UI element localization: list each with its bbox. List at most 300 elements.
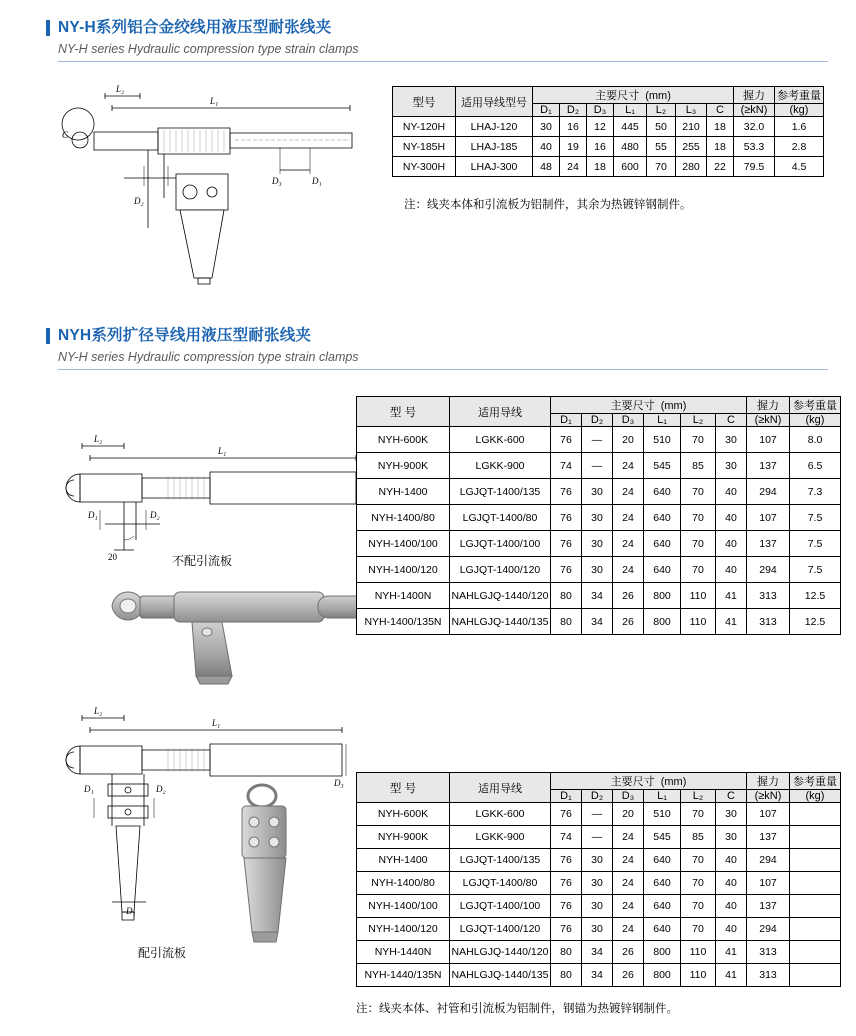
th-main-dims-unit: (mm)	[660, 776, 687, 788]
cell-wire: LGJQT-1400/80	[450, 505, 551, 531]
cell-d1: 80	[551, 941, 582, 964]
th-weight-unit: (kg)	[790, 790, 841, 803]
cell-grip: 313	[747, 941, 790, 964]
svg-text:D₁: D₁	[312, 176, 322, 186]
th-main-dims	[551, 773, 747, 790]
cell-d2: 30	[582, 505, 613, 531]
cell-d1: 76	[551, 918, 582, 941]
cell-grip: 137	[747, 453, 790, 479]
th-main-dims	[533, 87, 734, 104]
cell-weight: 1.6	[775, 117, 824, 137]
cell-model: NYH-900K	[357, 453, 450, 479]
svg-text:D₃: D₃	[272, 176, 282, 186]
table-row	[357, 826, 841, 849]
cell-d2: 30	[582, 895, 613, 918]
cell-c: 40	[716, 872, 747, 895]
cell-model: NYH-1400/120	[357, 557, 450, 583]
table-nyh-no-plate	[356, 396, 841, 635]
svg-text:C: C	[62, 130, 69, 140]
cell-l1: 545	[644, 826, 681, 849]
cell-model: NYH-1440N	[357, 941, 450, 964]
accent-bar	[46, 328, 50, 344]
cell-weight	[790, 918, 841, 941]
cell-l1: 800	[644, 941, 681, 964]
cell-d2: 30	[582, 849, 613, 872]
cell-d2: 24	[560, 157, 587, 177]
th-main-dims-label: 主要尺寸	[595, 90, 640, 102]
table-row	[393, 117, 824, 137]
cell-model: NYH-600K	[357, 427, 450, 453]
note-table1: 注：线夹本体和引流板为铝制件，其余为热镀锌钢制件。	[404, 199, 692, 211]
cell-d3: 26	[613, 941, 644, 964]
table-row	[357, 918, 841, 941]
cell-d1: 76	[551, 849, 582, 872]
cell-weight: 4.5	[775, 157, 824, 177]
th-weight: 参考重量	[790, 397, 841, 414]
cell-l2: 70	[681, 427, 716, 453]
th-d2: D₂	[582, 790, 613, 803]
cell-l2: 110	[681, 609, 716, 635]
table-row	[393, 157, 824, 177]
cell-l2: 70	[681, 505, 716, 531]
cell-model: NYH-1400	[357, 479, 450, 505]
cell-l1: 800	[644, 609, 681, 635]
cell-model: NYH-1440/135N	[357, 964, 450, 987]
cell-l2: 110	[681, 964, 716, 987]
cell-model: NY-185H	[393, 137, 456, 157]
cell-weight	[790, 895, 841, 918]
cell-wire: LGJQT-1400/120	[450, 918, 551, 941]
cell-l1: 545	[644, 453, 681, 479]
cell-c: 40	[716, 531, 747, 557]
cell-d2: 30	[582, 557, 613, 583]
cell-grip: 107	[747, 505, 790, 531]
cell-wire: LGKK-600	[450, 803, 551, 826]
cell-d2: 19	[560, 137, 587, 157]
svg-text:L₁: L₁	[210, 96, 219, 106]
table-row	[357, 895, 841, 918]
cell-d1: 80	[551, 609, 582, 635]
th-d1: D₁	[551, 790, 582, 803]
cell-d1: 74	[551, 826, 582, 849]
th-d2: D₂	[582, 414, 613, 427]
table-row	[357, 609, 841, 635]
cell-c: 18	[707, 117, 734, 137]
svg-text:D₃: D₃	[334, 778, 344, 788]
th-weight: 参考重量	[790, 773, 841, 790]
cell-wire: LGJQT-1400/80	[450, 872, 551, 895]
cell-model: NYH-600K	[357, 803, 450, 826]
cell-weight: 12.5	[790, 583, 841, 609]
cell-d2: 34	[582, 583, 613, 609]
cell-wire: LGKK-900	[450, 826, 551, 849]
th-wire: 适用导线型号	[456, 87, 533, 117]
cell-l1: 640	[644, 557, 681, 583]
cell-d3: 26	[613, 964, 644, 987]
cell-l2: 70	[681, 479, 716, 505]
cell-grip: 137	[747, 531, 790, 557]
cell-d1: 30	[533, 117, 560, 137]
cell-d3: 12	[587, 117, 614, 137]
caption-no-plate: 不配引流板	[172, 554, 233, 568]
cell-wire: NAHLGJQ-1440/135	[450, 964, 551, 987]
cell-wire: NAHLGJQ-1440/120	[450, 941, 551, 964]
cell-weight: 7.5	[790, 531, 841, 557]
cell-d1: 80	[551, 583, 582, 609]
cell-l2: 70	[681, 557, 716, 583]
svg-text:L₁: L₁	[212, 718, 221, 728]
cell-c: 40	[716, 849, 747, 872]
table-row	[357, 505, 841, 531]
cell-l2: 70	[681, 872, 716, 895]
cell-weight: 6.5	[790, 453, 841, 479]
cell-wire: LGJQT-1400/100	[450, 895, 551, 918]
photo-nyh-with-plate	[216, 782, 346, 952]
cell-d2: —	[582, 803, 613, 826]
cell-wire: LGJQT-1400/100	[450, 531, 551, 557]
cell-model: NY-120H	[393, 117, 456, 137]
cell-wire: LGKK-900	[450, 453, 551, 479]
table-body	[357, 803, 841, 987]
photo-nyh-clamp	[100, 580, 390, 690]
cell-model: NY-300H	[393, 157, 456, 177]
th-weight-unit: (kg)	[790, 414, 841, 427]
section-header-2	[58, 326, 828, 370]
cell-wire: LGJQT-1400/135	[450, 479, 551, 505]
svg-text:L₂: L₂	[94, 706, 103, 716]
cell-d3: 24	[613, 918, 644, 941]
cell-d1: 76	[551, 557, 582, 583]
table-header-row	[393, 87, 824, 104]
cell-d2: 30	[582, 872, 613, 895]
divider	[58, 369, 828, 370]
cell-d1: 80	[551, 964, 582, 987]
cell-c: 30	[716, 453, 747, 479]
table-nyh-with-plate	[356, 772, 841, 987]
cell-grip: 294	[747, 849, 790, 872]
table-row	[357, 964, 841, 987]
svg-text:D₂: D₂	[134, 196, 144, 206]
cell-grip: 313	[747, 583, 790, 609]
cell-d2: 34	[582, 609, 613, 635]
cell-l1: 480	[614, 137, 647, 157]
th-main-dims-label: 主要尺寸	[610, 400, 655, 412]
cell-l1: 800	[644, 964, 681, 987]
cell-l1: 640	[644, 531, 681, 557]
cell-l2: 70	[681, 895, 716, 918]
cell-l2: 110	[681, 583, 716, 609]
table-row	[357, 872, 841, 895]
cell-d3: 24	[613, 849, 644, 872]
cell-wire: NAHLGJQ-1440/135	[450, 609, 551, 635]
cell-l2: 70	[681, 918, 716, 941]
section-title-cn: NYH系列扩径导线用液压型耐张线夹	[58, 327, 312, 344]
cell-d1: 76	[551, 531, 582, 557]
th-l2: L₂	[681, 790, 716, 803]
table-row	[357, 583, 841, 609]
th-wire: 适用导线	[450, 773, 551, 803]
th-model: 型号	[393, 87, 456, 117]
drawing-nyh-no-plate	[50, 432, 380, 572]
th-d3: D₃	[587, 104, 614, 117]
section-title-cn: NY-H系列铝合金绞线用液压型耐张线夹	[58, 19, 332, 36]
svg-text:L₂: L₂	[94, 434, 103, 444]
cell-grip: 313	[747, 964, 790, 987]
th-main-dims-unit: (mm)	[645, 90, 671, 102]
table-header-row	[357, 773, 841, 790]
caption-with-plate: 配引流板	[138, 946, 187, 960]
cell-grip: 79.5	[734, 157, 775, 177]
cell-c: 41	[716, 583, 747, 609]
cell-wire: LGJQT-1400/120	[450, 557, 551, 583]
cell-model: NYH-1400/100	[357, 895, 450, 918]
cell-grip: 53.3	[734, 137, 775, 157]
table-header-row	[357, 397, 841, 414]
th-l2: L₂	[647, 104, 676, 117]
th-grip-unit: (≥kN)	[734, 104, 775, 117]
cell-weight: 7.5	[790, 557, 841, 583]
cell-l1: 800	[644, 583, 681, 609]
cell-grip: 107	[747, 427, 790, 453]
th-grip: 握力	[734, 87, 775, 104]
cell-model: NYH-1400	[357, 849, 450, 872]
table-body	[357, 427, 841, 635]
cell-l1: 600	[614, 157, 647, 177]
cell-d1: 76	[551, 479, 582, 505]
section-title-en: NY-H series Hydraulic compression type strain clamps	[58, 42, 359, 56]
cell-weight: 2.8	[775, 137, 824, 157]
cell-grip: 137	[747, 826, 790, 849]
table-row	[357, 803, 841, 826]
cell-d1: 76	[551, 505, 582, 531]
table-row	[357, 427, 841, 453]
th-d1: D₁	[551, 414, 582, 427]
cell-c: 22	[707, 157, 734, 177]
cell-d3: 24	[613, 895, 644, 918]
th-wire: 适用导线	[450, 397, 551, 427]
th-model: 型 号	[357, 773, 450, 803]
cell-model: NYH-1400N	[357, 583, 450, 609]
th-model: 型 号	[357, 397, 450, 427]
th-d2: D₂	[560, 104, 587, 117]
cell-d1: 48	[533, 157, 560, 177]
cell-weight: 7.5	[790, 505, 841, 531]
cell-grip: 294	[747, 557, 790, 583]
cell-d3: 26	[613, 609, 644, 635]
cell-grip: 294	[747, 479, 790, 505]
th-grip: 握力	[747, 773, 790, 790]
cell-d3: 24	[613, 479, 644, 505]
cell-d2: 30	[582, 479, 613, 505]
cell-d1: 40	[533, 137, 560, 157]
note-table3: 注：线夹本体、衬管和引流板为铝制件，钢锚为热镀锌钢制件。	[356, 1003, 678, 1015]
cell-l2: 70	[681, 849, 716, 872]
table-row	[357, 453, 841, 479]
cell-l2: 70	[681, 531, 716, 557]
cell-model: NYH-1400/100	[357, 531, 450, 557]
cell-c: 40	[716, 557, 747, 583]
cell-l3: 255	[676, 137, 707, 157]
divider	[58, 61, 828, 62]
cell-model: NYH-1400/135N	[357, 609, 450, 635]
cell-l1: 640	[644, 849, 681, 872]
th-c: C	[716, 414, 747, 427]
cell-d2: —	[582, 826, 613, 849]
th-l1: L₁	[614, 104, 647, 117]
cell-weight	[790, 826, 841, 849]
cell-d2: —	[582, 453, 613, 479]
cell-l2: 110	[681, 941, 716, 964]
cell-l1: 640	[644, 479, 681, 505]
th-grip: 握力	[747, 397, 790, 414]
cell-d1: 76	[551, 427, 582, 453]
cell-d3: 18	[587, 157, 614, 177]
table-row	[393, 137, 824, 157]
table-ny-h-series	[392, 86, 824, 177]
cell-weight	[790, 872, 841, 895]
cell-d3: 26	[613, 583, 644, 609]
th-weight: 参考重量	[775, 87, 824, 104]
svg-text:D₁: D₁	[126, 906, 136, 916]
cell-wire: LGJQT-1400/135	[450, 849, 551, 872]
cell-wire: NAHLGJQ-1440/120	[450, 583, 551, 609]
th-main-dims-label: 主要尺寸	[610, 776, 655, 788]
table-row	[357, 479, 841, 505]
cell-d1: 76	[551, 895, 582, 918]
cell-weight: 12.5	[790, 609, 841, 635]
cell-model: NYH-900K	[357, 826, 450, 849]
cell-grip: 313	[747, 609, 790, 635]
cell-d3: 24	[613, 453, 644, 479]
cell-d3: 24	[613, 872, 644, 895]
cell-weight: 8.0	[790, 427, 841, 453]
cell-c: 40	[716, 479, 747, 505]
cell-c: 30	[716, 826, 747, 849]
th-l1: L₁	[644, 414, 681, 427]
cell-d2: 34	[582, 941, 613, 964]
th-c: C	[716, 790, 747, 803]
cell-c: 41	[716, 609, 747, 635]
cell-l2: 85	[681, 826, 716, 849]
svg-text:D₁: D₁	[84, 784, 94, 794]
th-d1: D₁	[533, 104, 560, 117]
cell-grip: 137	[747, 895, 790, 918]
cell-l1: 640	[644, 918, 681, 941]
svg-text:D₂: D₂	[156, 784, 166, 794]
cell-c: 40	[716, 918, 747, 941]
cell-wire: LHAJ-120	[456, 117, 533, 137]
cell-d3: 24	[613, 826, 644, 849]
th-grip-unit: (≥kN)	[747, 790, 790, 803]
cell-c: 30	[716, 803, 747, 826]
cell-l2: 85	[681, 453, 716, 479]
cell-d1: 76	[551, 872, 582, 895]
th-l1: L₁	[644, 790, 681, 803]
th-main-dims-unit: (mm)	[660, 400, 687, 412]
accent-bar	[46, 20, 50, 36]
cell-d2: 30	[582, 531, 613, 557]
svg-text:D₂: D₂	[150, 510, 160, 520]
cell-weight	[790, 964, 841, 987]
section-title-en: NY-H series Hydraulic compression type strain clamps	[58, 350, 359, 364]
svg-text:L₂: L₂	[116, 84, 125, 94]
cell-model: NYH-1400/80	[357, 505, 450, 531]
cell-l3: 280	[676, 157, 707, 177]
cell-model: NYH-1400/120	[357, 918, 450, 941]
cell-d2: 30	[582, 918, 613, 941]
cell-wire: LHAJ-185	[456, 137, 533, 157]
cell-d3: 24	[613, 505, 644, 531]
cell-d3: 24	[613, 531, 644, 557]
cell-d2: 16	[560, 117, 587, 137]
cell-wire: LGKK-600	[450, 427, 551, 453]
svg-text:20: 20	[108, 552, 117, 562]
cell-l2: 70	[647, 157, 676, 177]
table-row	[357, 941, 841, 964]
cell-d3: 20	[613, 803, 644, 826]
table-row	[357, 531, 841, 557]
cell-c: 30	[716, 427, 747, 453]
cell-d1: 76	[551, 803, 582, 826]
cell-c: 41	[716, 964, 747, 987]
cell-d3: 20	[613, 427, 644, 453]
cell-l1: 510	[644, 803, 681, 826]
cell-l1: 445	[614, 117, 647, 137]
cell-d2: 34	[582, 964, 613, 987]
cell-l1: 640	[644, 872, 681, 895]
cell-weight: 7.3	[790, 479, 841, 505]
cell-c: 40	[716, 505, 747, 531]
drawing-ny-h-outline	[60, 78, 380, 288]
cell-weight	[790, 849, 841, 872]
th-d3: D₃	[613, 414, 644, 427]
cell-c: 40	[716, 895, 747, 918]
cell-grip: 107	[747, 872, 790, 895]
cell-c: 18	[707, 137, 734, 157]
cell-grip: 107	[747, 803, 790, 826]
th-weight-unit: (kg)	[775, 104, 824, 117]
cell-l3: 210	[676, 117, 707, 137]
table-body	[393, 117, 824, 177]
cell-model: NYH-1400/80	[357, 872, 450, 895]
cell-c: 41	[716, 941, 747, 964]
cell-weight	[790, 941, 841, 964]
section-header-1	[58, 18, 828, 62]
th-d3: D₃	[613, 790, 644, 803]
cell-wire: LHAJ-300	[456, 157, 533, 177]
cell-weight	[790, 803, 841, 826]
cell-d2: —	[582, 427, 613, 453]
cell-d3: 24	[613, 557, 644, 583]
cell-l2: 50	[647, 117, 676, 137]
cell-l1: 640	[644, 895, 681, 918]
cell-grip: 32.0	[734, 117, 775, 137]
cell-l1: 640	[644, 505, 681, 531]
th-main-dims	[551, 397, 747, 414]
cell-l2: 70	[681, 803, 716, 826]
cell-l2: 55	[647, 137, 676, 157]
svg-text:L₁: L₁	[218, 446, 227, 456]
th-l2: L₂	[681, 414, 716, 427]
cell-l1: 510	[644, 427, 681, 453]
th-c: C	[707, 104, 734, 117]
svg-text:D₁: D₁	[88, 510, 98, 520]
table-row	[357, 849, 841, 872]
cell-d3: 16	[587, 137, 614, 157]
table-row	[357, 557, 841, 583]
cell-grip: 294	[747, 918, 790, 941]
th-grip-unit: (≥kN)	[747, 414, 790, 427]
